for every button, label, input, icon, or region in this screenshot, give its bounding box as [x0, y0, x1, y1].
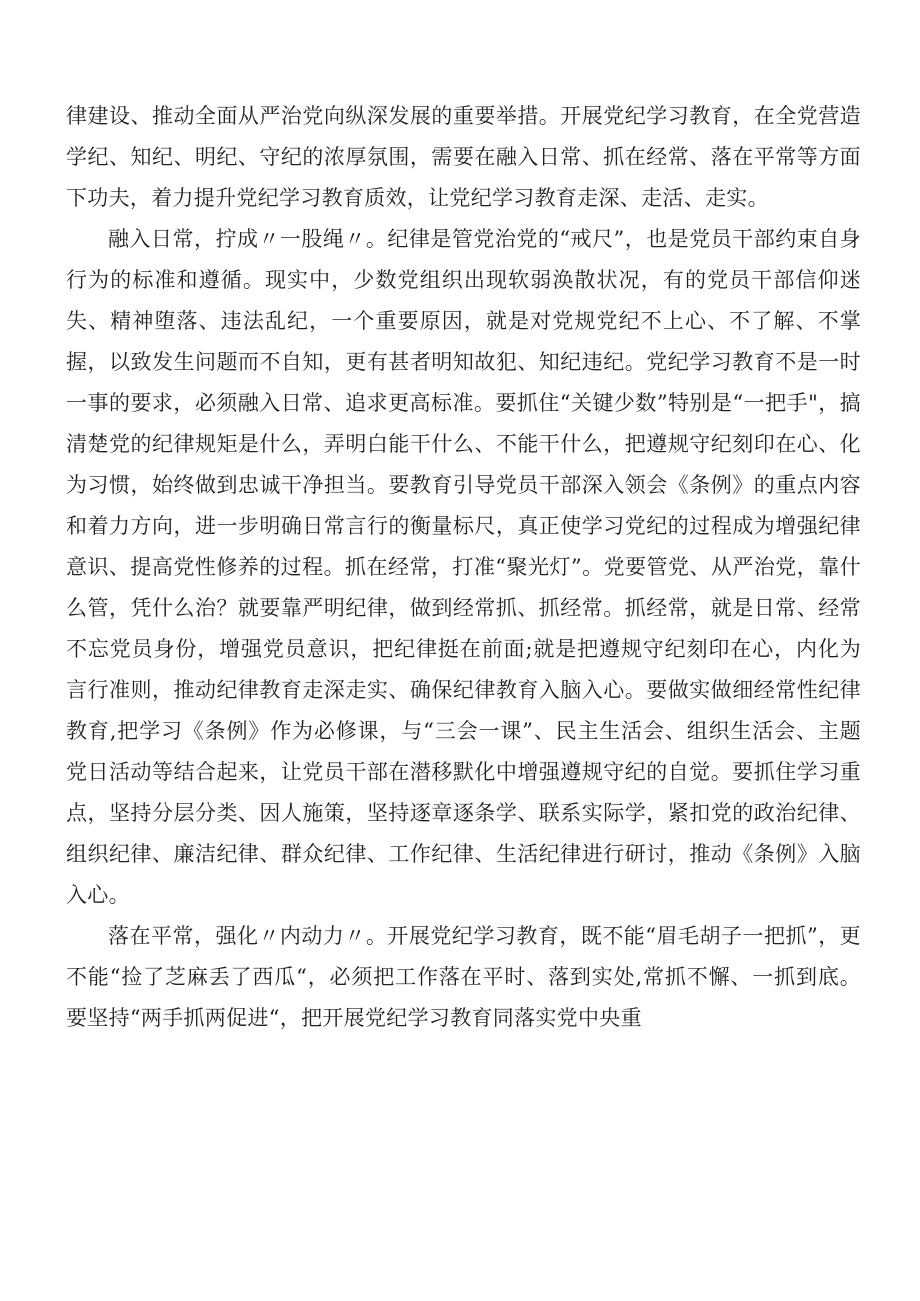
document-body [66, 96, 861, 1039]
paragraph-intro: 律建设、推动全面从严治党向纵深发展的重要举措。开展党纪学习教育，在全党营造学纪、知纪、明纪、守纪的浓厚氛围，需要在融入日常、抓在经常、落在平常等方面下功夫，着力提升党纪学习教育质效，让党纪学习教育走深、走活、走实。 [66, 104, 861, 210]
paragraph-daily: 融入日常，拧成〃一股绳〃。纪律是管党治党的“戒尺”，也是党员干部约束自身行为的标准和遵循。现实中，少数党组织出现软弱涣散状况，有的党员干部信仰迷失、精神堕落、违法乱纪，一个重要原因，就是对党规党纪不上心、不了解、不掌握，以致发生问题而不自知，更有甚者明知故犯、知纪违纪。党纪学习教育不是一时一事的要求，必须融入日常、追求更高标准。要抓住“关键少数”特别是“一把手"，搞清楚党的纪律规矩是什么，弄明白能干什么、不能干什么，把遵规守纪刻印在心、化为习惯，始终做到忠诚干净担当。要教育引导党员干部深入领会《条例》的重点内容和着力方向，进一步明确日常言行的衡量标尺，真正使学习党纪的过程成为增强纪律意识、提高党性修养的过程。抓在经常，打准“聚光灯”。党要管党、从严治党，靠什么管，凭什么治？就要靠严明纪律，做到经常抓、抓经常。抓经常，就是日常、经常不忘党员身份，增强党员意识，把纪律挺在前面;就是把遵规守纪刻印在心，内化为言行准则，推动纪律教育走深走实、确保纪律教育入脑入心。要做实做细经常性纪律教育,把学习《条例》作为必修课，与“三会一课”、民主生活会、组织生活会、主题党日活动等结合起来，让党员干部在潜移默化中增强遵规守纪的自觉。要抓住学习重点，坚持分层分类、因人施策，坚持逐章逐条学、联系实际学，紧扣党的政治纪律、组织纪律、廉洁纪律、群众纪律、工作纪律、生活纪律进行研讨，推动《条例》入脑入心。 [66, 227, 861, 907]
paragraph-ordinary: 落在平常，强化〃内动力〃。开展党纪学习教育，既不能“眉毛胡子一把抓”，更不能“捡了芝麻丢了西瓜“，必须把工作落在平时、落到实处,常抓不懈、一抓到底。要坚持“两手抓两促进“，把开展党纪学习教育同落实党中央重 [66, 924, 861, 1030]
